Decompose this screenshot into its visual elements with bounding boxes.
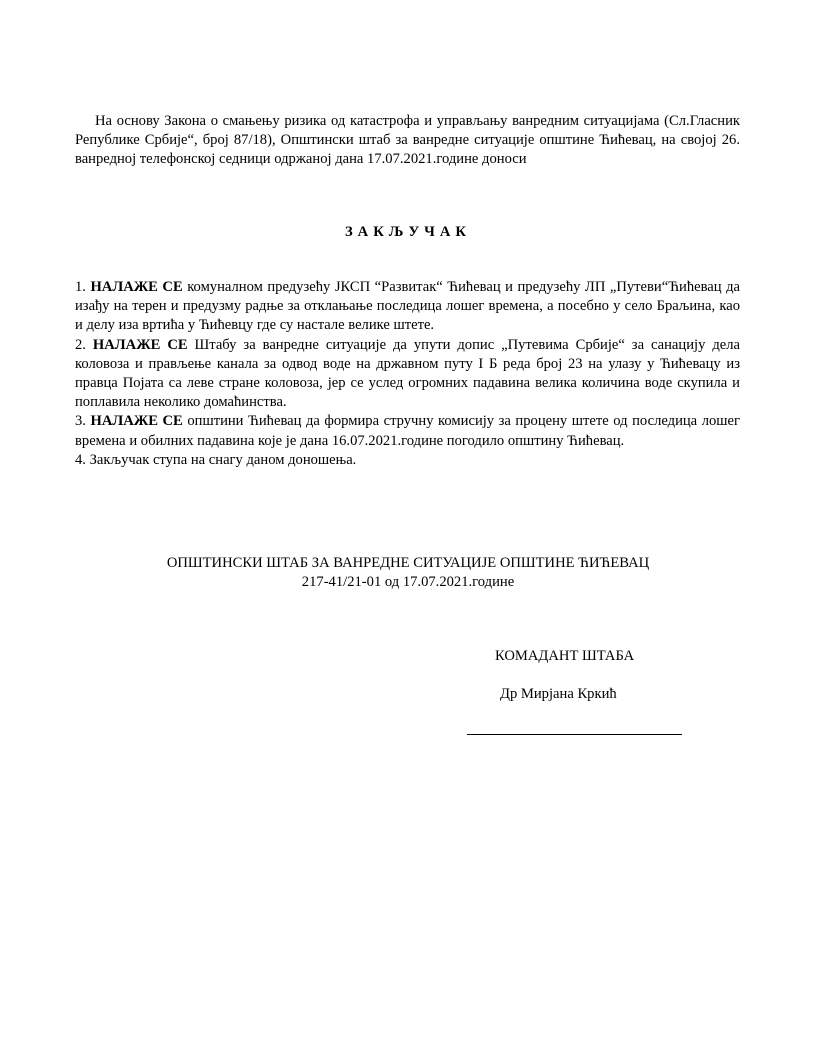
item-lead: НАЛАЖЕ СЕ <box>92 336 188 353</box>
item-number: 2. <box>75 336 86 353</box>
reference-number: 217-41/21-01 од 17.07.2021.године <box>301 574 515 590</box>
signature-line <box>467 734 682 735</box>
document-title: ЗАКЉУЧАК <box>344 224 471 240</box>
signature-title: КОМАДАНТ ШТАБА <box>495 648 635 664</box>
signatory-name: Др Мирјана Кркић <box>500 686 617 702</box>
conclusion-item-1 <box>75 278 740 336</box>
headquarters-name: ОПШТИНСКИ ШТАБ ЗА ВАНРЕДНЕ СИТУАЦИЈЕ ОПШТИНЕ ЋИЋЕВАЦ <box>166 555 650 571</box>
intro-paragraph <box>75 112 740 169</box>
item-text: Штабу за ванредне ситуације да упути допис „Путевима Србије“ за санацију дела коловоза и прављење канала за одвод воде на државном путу I Б реда број 23 на улазу у Ћићевацу из правца Појата са леве стране коловоза, јер се услед огромних падавина велика количина воде скупила и поплавила неколико домаћинства. <box>75 336 740 411</box>
item-text: општини Ћићевац да формира стручну комисију за процену штете од последица лошег времена и обилних падавина које је дана 16.07.2021.године погодило општину Ћићевац. <box>75 413 740 449</box>
conclusion-items <box>75 278 740 470</box>
conclusion-item-2 <box>75 336 740 413</box>
item-number: 1. <box>75 279 86 295</box>
item-lead: НАЛАЖЕ СЕ <box>90 413 183 430</box>
item-number: 3. <box>75 413 86 430</box>
item-lead: НАЛАЖЕ СЕ <box>90 279 183 295</box>
conclusion-item-3 <box>75 412 740 450</box>
item-text: комуналном предузећу ЈКСП “Развитак“ Ћићевац и предузећу ЛП „Путеви“Ћићевац да изађу на терен и предузму радње за отклањање последица лошег времена, а посебно у село Браљина, као и делу иза вртића у Ћићевцу где су настале велике штете. <box>75 279 740 334</box>
item-number: 4. <box>75 451 86 468</box>
item-text: Закључак ступа на снагу даном доношења. <box>89 451 357 468</box>
conclusion-item-4 <box>75 451 740 470</box>
intro-text: На основу Закона о смањењу ризика од катастрофа и управљању ванредним ситуацијама (Сл.Гласник Републике Србије“, број 87/18), Општински штаб за ванредне ситуације општине Ћићевац, на својој 26. ванредној телефонској седници одржаној дана 17.07.2021.године доноси <box>75 113 740 167</box>
